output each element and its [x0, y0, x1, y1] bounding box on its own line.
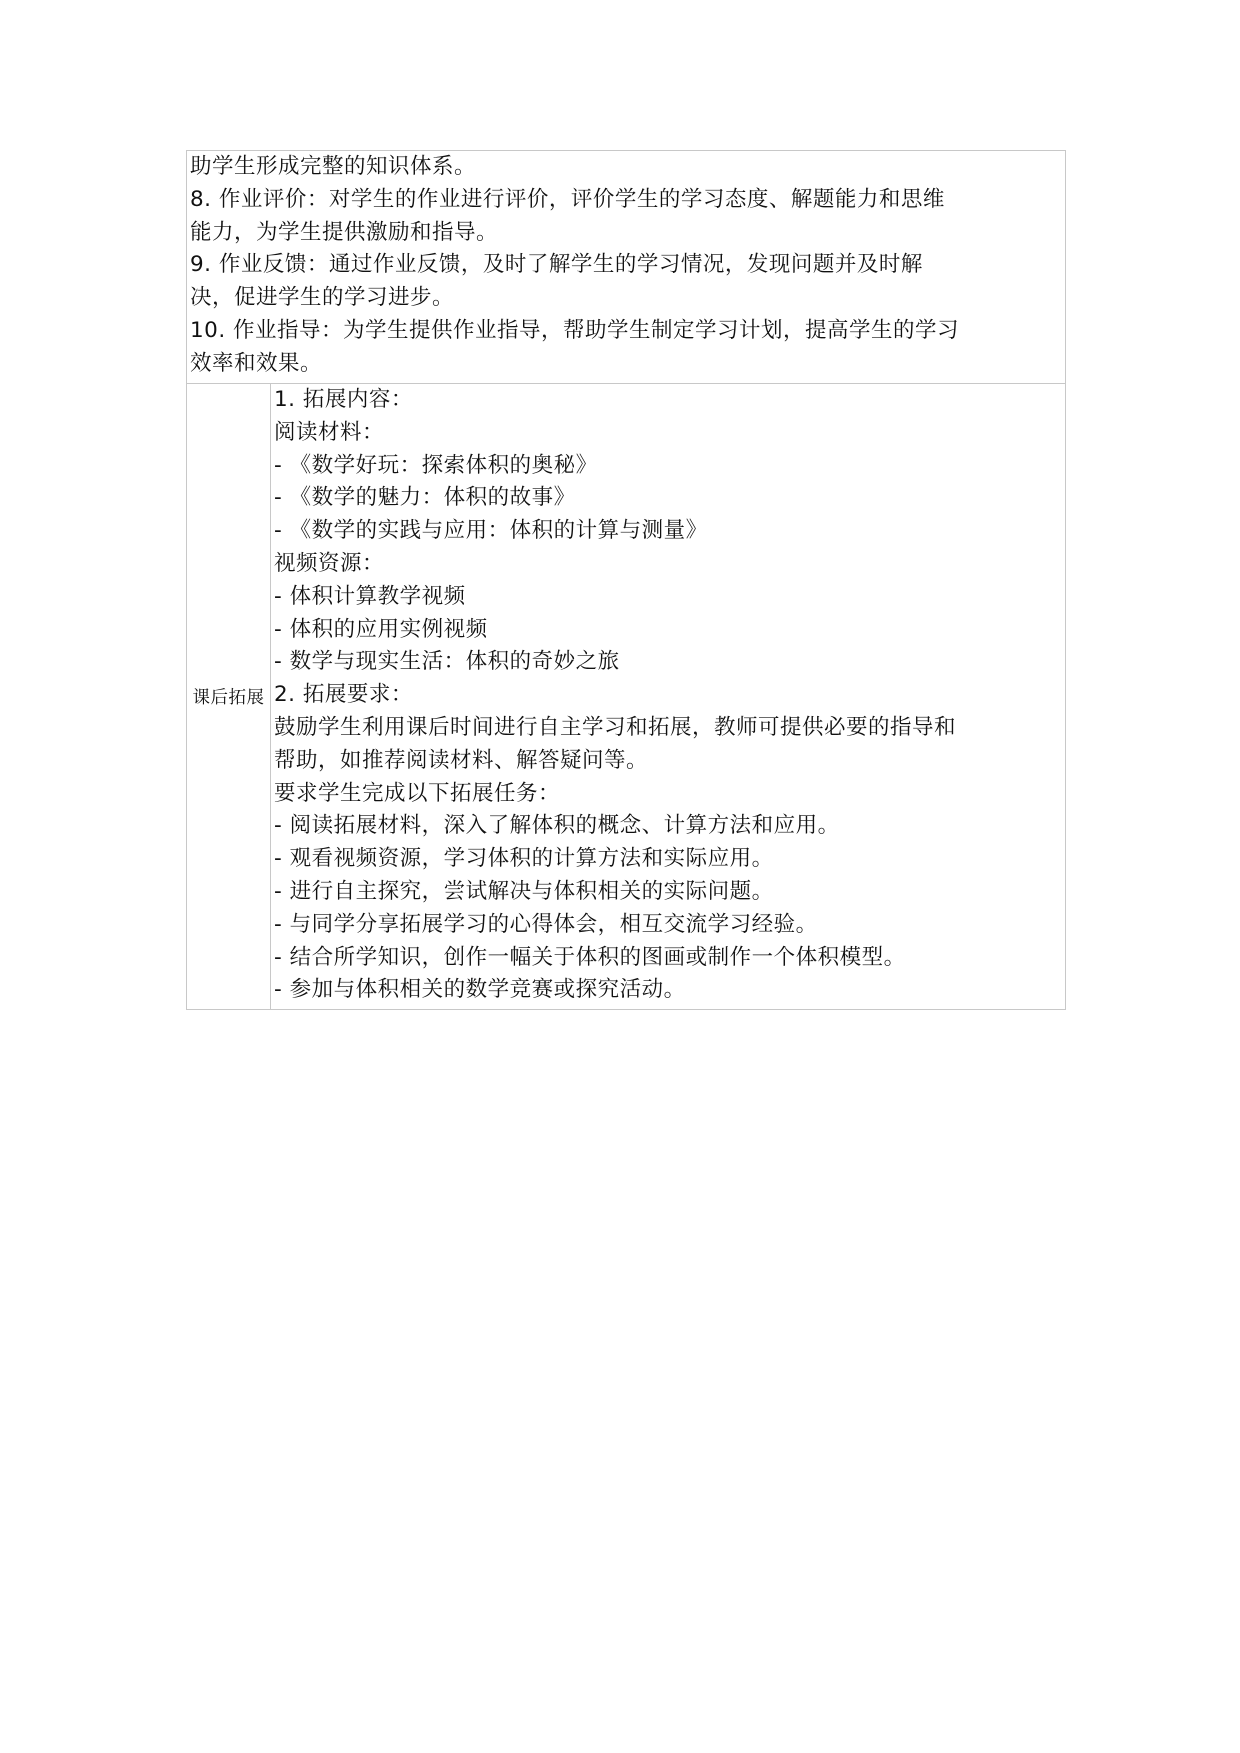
list-item: - 数学与现实生活：体积的奇妙之旅: [274, 649, 620, 675]
list-item: - 《数学的魅力：体积的故事》: [274, 485, 576, 511]
text-line: 能力，为学生提供激励和指导。: [190, 219, 499, 245]
list-item: - 体积的应用实例视频: [274, 616, 488, 642]
list-item: - 与同学分享拓展学习的心得体会，相互交流学习经验。: [274, 911, 818, 937]
after-class-extension-row: [187, 384, 1066, 1010]
text-line: 阅读材料：: [274, 419, 385, 445]
list-item: - 观看视频资源，学习体积的计算方法和实际应用。: [274, 846, 774, 872]
text-line: 9. 作业反馈：通过作业反馈，及时了解学生的学习情况，发现问题并及时解: [190, 252, 923, 278]
list-item: - 体积计算教学视频: [274, 583, 466, 609]
text-line: 10. 作业指导：为学生提供作业指导，帮助学生制定学习计划，提高学生的学习: [190, 317, 960, 343]
text-line: 帮助，如推荐阅读材料、解答疑问等。: [274, 747, 649, 773]
list-item: - 阅读拓展材料，深入了解体积的概念、计算方法和应用。: [274, 813, 840, 839]
text-line: 助学生形成完整的知识体系。: [190, 154, 477, 179]
homework-continuation-cell: [187, 151, 1066, 384]
list-item: - 《数学的实践与应用：体积的计算与测量》: [274, 518, 708, 544]
list-item: - 参加与体积相关的数学竞赛或探究活动。: [274, 977, 686, 1003]
lesson-plan-table: [186, 150, 1066, 1010]
list-item: - 结合所学知识，创作一幅关于体积的图画或制作一个体积模型。: [274, 944, 906, 970]
text-line: 鼓励学生利用课后时间进行自主学习和拓展，教师可提供必要的指导和: [274, 714, 957, 740]
homework-continuation-row: [187, 151, 1066, 384]
extension-content-cell: [271, 384, 1066, 1010]
text-line: 2. 拓展要求：: [274, 682, 413, 708]
row-label: 课后拓展: [192, 688, 265, 709]
text-line: 要求学生完成以下拓展任务：: [274, 780, 561, 806]
list-item: - 《数学好玩：探索体积的奥秘》: [274, 452, 598, 478]
text-line: 视频资源：: [274, 550, 385, 576]
text-line: 效率和效果。: [190, 350, 323, 376]
text-line: 1. 拓展内容：: [274, 387, 413, 412]
list-item: - 进行自主探究，尝试解决与体积相关的实际问题。: [274, 878, 774, 904]
row-label-cell: [187, 384, 271, 1010]
text-line: 8. 作业评价：对学生的作业进行评价，评价学生的学习态度、解题能力和思维: [190, 186, 945, 212]
text-line: 决，促进学生的学习进步。: [190, 285, 455, 311]
